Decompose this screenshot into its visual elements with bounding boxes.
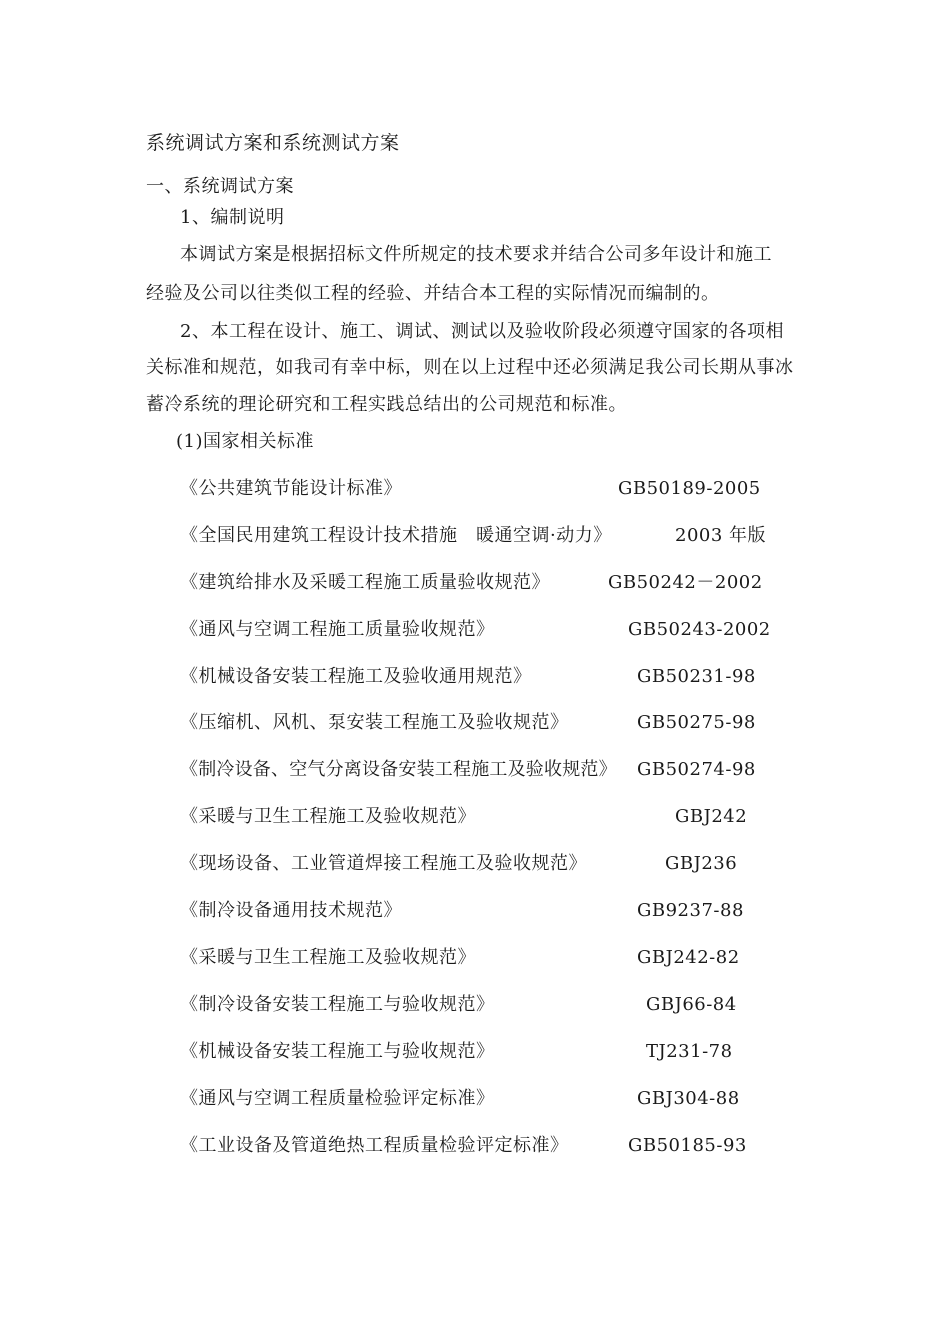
standard-code: GB50189-2005 xyxy=(618,478,761,499)
document-title: 系统调试方案和系统测试方案 xyxy=(146,132,400,154)
standard-name: 《全国民用建筑工程设计技术措施 暖通空调·动力》 xyxy=(180,525,612,546)
standard-code: TJ231-78 xyxy=(646,1041,733,1062)
standard-code: GB9237-88 xyxy=(637,900,744,921)
standard-code: GB50242－2002 xyxy=(608,572,763,593)
standard-name: 《机械设备安装工程施工及验收通用规范》 xyxy=(180,666,532,687)
standard-code: GB50275-98 xyxy=(637,712,756,733)
standard-code: GBJ242-82 xyxy=(637,947,740,968)
standard-code: GBJ304-88 xyxy=(637,1088,740,1109)
standards-heading: (1)国家相关标准 xyxy=(176,431,314,452)
standard-name: 《采暖与卫生工程施工及验收规范》 xyxy=(180,806,476,827)
paragraph-1-line-2: 经验及公司以往类似工程的经验、并结合本工程的实际情况而编制的。 xyxy=(146,283,720,304)
standard-name: 《采暖与卫生工程施工及验收规范》 xyxy=(180,947,476,968)
standard-name: 《公共建筑节能设计标准》 xyxy=(180,478,402,499)
section-heading-1: 一、系统调试方案 xyxy=(146,176,294,197)
standard-code: 2003 年版 xyxy=(675,525,767,546)
paragraph-2-line-3: 蓄冷系统的理论研究和工程实践总结出的公司规范和标准。 xyxy=(146,394,627,415)
standard-code: GB50185-93 xyxy=(628,1135,747,1156)
standard-code: GB50274-98 xyxy=(637,759,756,780)
standard-name: 《制冷设备安装工程施工与验收规范》 xyxy=(180,994,495,1015)
standard-code: GB50243-2002 xyxy=(628,619,771,640)
standard-name: 《工业设备及管道绝热工程质量检验评定标准》 xyxy=(180,1135,569,1156)
standard-name: 《通风与空调工程质量检验评定标准》 xyxy=(180,1088,495,1109)
standard-name: 《通风与空调工程施工质量验收规范》 xyxy=(180,619,495,640)
standard-code: GB50231-98 xyxy=(637,666,756,687)
standard-name: 《制冷设备通用技术规范》 xyxy=(180,900,402,921)
standard-name: 《机械设备安装工程施工与验收规范》 xyxy=(180,1041,495,1062)
paragraph-1-line-1: 本调试方案是根据招标文件所规定的技术要求并结合公司多年设计和施工 xyxy=(180,244,772,265)
standard-name: 《制冷设备、空气分离设备安装工程施工及验收规范》 xyxy=(180,759,617,780)
paragraph-2-line-2: 关标准和规范，如我司有幸中标，则在以上过程中还必须满足我公司长期从事冰 xyxy=(146,357,794,378)
standard-code: GBJ236 xyxy=(665,853,738,874)
paragraph-2-line-1: 2、本工程在设计、施工、调试、测试以及验收阶段必须遵守国家的各项相 xyxy=(180,321,784,342)
standard-name: 《建筑给排水及采暖工程施工质量验收规范》 xyxy=(180,572,550,593)
standard-name: 《压缩机、风机、泵安装工程施工及验收规范》 xyxy=(180,712,569,733)
standard-code: GBJ242 xyxy=(675,806,748,827)
standard-name: 《现场设备、工业管道焊接工程施工及验收规范》 xyxy=(180,853,587,874)
subsection-heading-1: 1、编制说明 xyxy=(180,207,285,228)
standard-code: GBJ66-84 xyxy=(646,994,737,1015)
